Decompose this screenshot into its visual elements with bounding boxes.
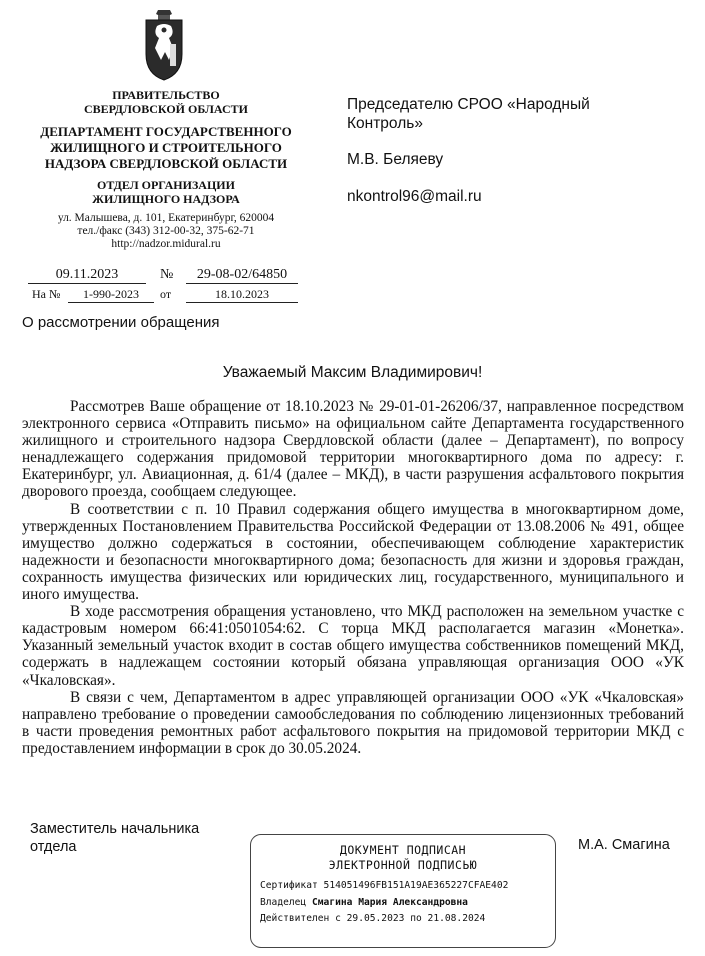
paragraph: В связи с чем, Департаментом в адрес управляющей организации ООО «УК «Чкаловская» направлено требование о проведении самообследования по соблюдению лицензионных требований в части проведения ремонтных работ асфальтового покрытия на придомовой территории МКД с предоставлением информации в срок до 30.05.2024.	[22, 688, 684, 757]
department-title: ДЕПАРТАМЕНТ ГОСУДАРСТВЕННОГО ЖИЛИЩНОГО И СТРОИТЕЛЬНОГО НАДЗОРА СВЕРДЛОВСКОЙ ОБЛАСТИ	[40, 124, 292, 171]
coat-of-arms-emblem	[141, 8, 187, 82]
paragraph: Рассмотрев Ваше обращение от 18.10.2023 № 29-01-01-26206/37, направленное посредством электронного сервиса «Отправить письмо» на официальном сайте Департамента государственного жилищного и строительного надзора Свердловской области (далее – Департамент), по вопросу ненадлежащего содержания придомовой территории многоквартирного дома по адресу: г. Екатеринбург, ул. Авиационная, д. 61/4 (далее – МКД), в части разрушения асфальтового покрытия дворового проезда, сообщаем следующее.	[22, 398, 684, 501]
subject-line: О рассмотрении обращения	[22, 314, 220, 331]
outgoing-date: 09.11.2023	[28, 267, 146, 284]
addressee-title: Председателю СРОО «Народный Контроль»	[347, 96, 590, 132]
greeting: Уважаемый Максим Владимирович!	[222, 364, 483, 381]
stamp-owner: Владелец Смагина Мария Александровна	[260, 897, 468, 908]
phone: тел./факс (343) 312-00-32, 375-62-71	[77, 225, 255, 237]
website: http://nadzor.midural.ru	[111, 238, 221, 250]
address: ул. Малышева, д. 101, Екатеринбург, 620004	[57, 212, 275, 224]
stamp-title: ДОКУМЕНТ ПОДПИСАН	[339, 843, 467, 857]
stamp-certificate: Сертификат 514051496FB151A19AE365227CFAE402	[260, 880, 509, 891]
contact-block	[18, 212, 314, 251]
in-reply-date: 18.10.2023	[186, 287, 298, 303]
in-reply-number: 1-990-2023	[68, 287, 154, 303]
paragraph: В ходе рассмотрения обращения установлено, что МКД расположен на земельном участке с кадастровым номером 66:41:0501054:62. С торца МКД располагается магазин «Монетка». Указанный земельный участок входит в состав общего имущества собственников помещений МКД, содержать в надлежащем состоянии который обязана управляющая организация ООО «УК «Чкаловская».	[22, 603, 684, 689]
number-sign: №	[160, 267, 174, 282]
stamp-subtitle: ЭЛЕКТРОННОЙ ПОДПИСЬЮ	[328, 858, 478, 872]
in-reply-label: На №	[32, 287, 61, 301]
paragraph: В соответствии с п. 10 Правил содержания общего имущества в многоквартирном доме, утвержденных Постановлением Правительства Российской Федерации от 13.08.2006 № 491, общее имущество должно содержаться в состоянии, обеспечивающем соблюдение характеристик надежности и безопасности многоквартирного дома; безопасность для жизни и здоровья граждан, сохранность имущества физических или юридических лиц, государственного, муниципального и иного имущества.	[22, 500, 684, 604]
addressee-email: nkontrol96@mail.ru	[347, 188, 482, 205]
from-label: от	[160, 287, 172, 301]
addressee-name: М.В. Беляеву	[347, 151, 444, 168]
signatory-position: Заместитель начальника отдела	[30, 821, 200, 855]
outgoing-number: 29-08-02/64850	[186, 267, 298, 284]
signatory-name: М.А. Смагина	[578, 837, 670, 853]
electronic-signature-stamp	[250, 834, 556, 948]
government-title: ПРАВИТЕЛЬСТВО СВЕРДЛОВСКОЙ ОБЛАСТИ	[84, 88, 248, 116]
division-title: ОТДЕЛ ОРГАНИЗАЦИИ ЖИЛИЩНОГО НАДЗОРА	[92, 178, 240, 206]
letter-body	[22, 398, 684, 757]
stamp-validity: Действителен с 29.05.2023 по 21.08.2024	[260, 913, 486, 924]
